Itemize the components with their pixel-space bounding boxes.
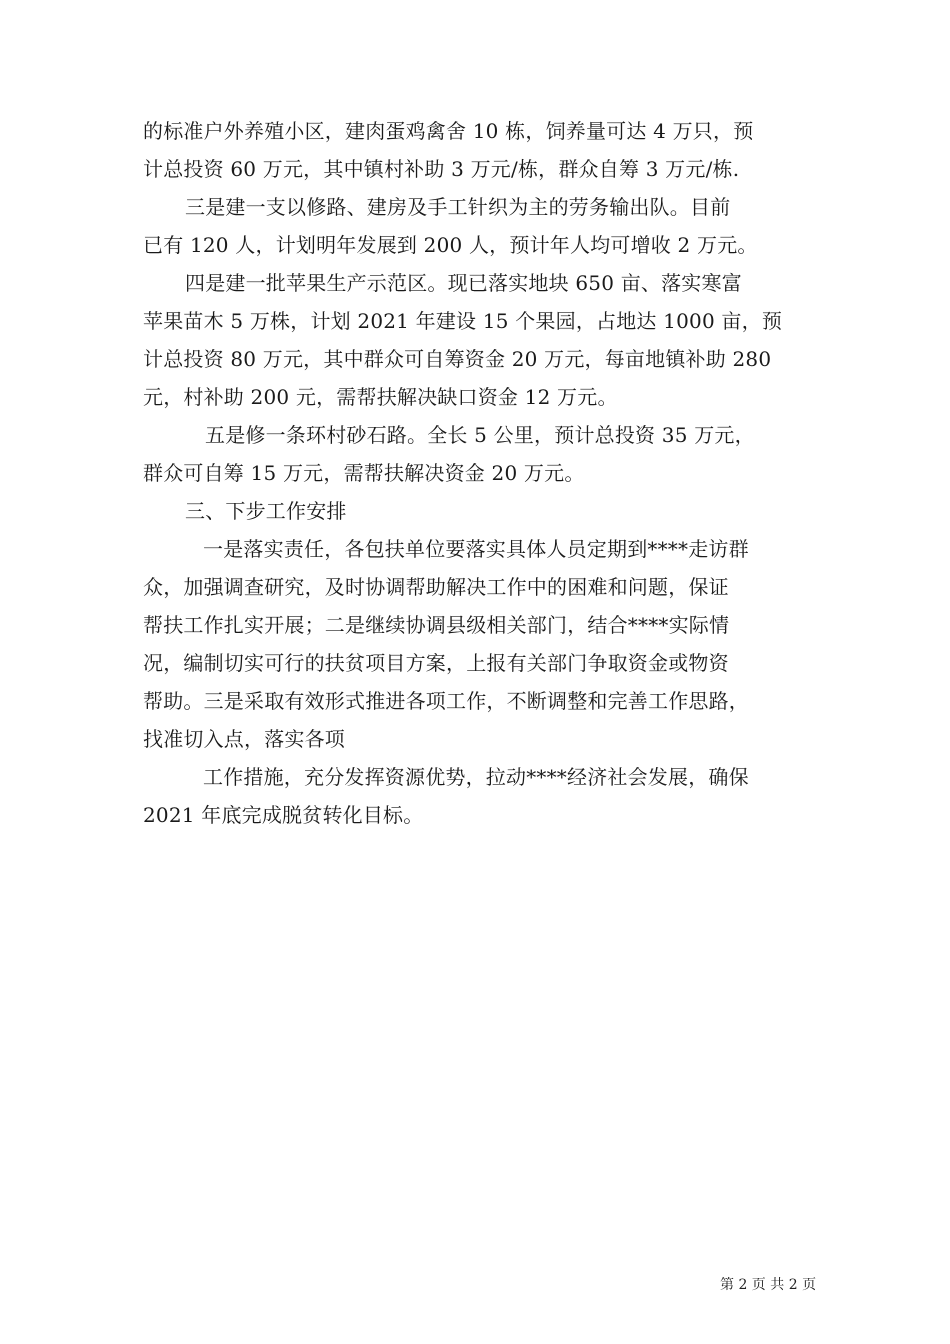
text-line: 众，加强调查研究，及时协调帮助解决工作中的困难和问题，保证	[143, 575, 729, 599]
text-line: 找准切入点，落实各项	[143, 727, 345, 751]
text-line: 已有 120 人，计划明年发展到 200 人，预计年人均可增收 2 万元。	[143, 233, 758, 257]
text-line: 况，编制切实可行的扶贫项目方案，上报有关部门争取资金或物资	[143, 651, 729, 675]
text-line: 的标准户外养殖小区，建肉蛋鸡禽舍 10 栋，饲养量可达 4 万只，预	[143, 119, 754, 143]
text-line: 苹果苗木 5 万株，计划 2021 年建设 15 个果园，占地达 1000 亩，预	[143, 309, 783, 333]
paragraph-start-line: 三是建一支以修路、建房及手工针织为主的劳务输出队。目前	[185, 195, 731, 219]
page-number-footer: 第 2 页 共 2 页	[720, 1277, 817, 1293]
section-heading: 三、下步工作安排	[185, 499, 347, 523]
text-line: 计总投资 80 万元，其中群众可自筹资金 20 万元，每亩地镇补助 280	[143, 347, 772, 371]
document-body	[143, 112, 815, 834]
text-line: 元，村补助 200 元，需帮扶解决缺口资金 12 万元。	[143, 385, 618, 409]
paragraph-start-line: 一是落实责任，各包扶单位要落实具体人员定期到****走访群	[203, 537, 749, 561]
text-line: 帮扶工作扎实开展；二是继续协调县级相关部门，结合****实际情	[143, 613, 730, 637]
text-line: 帮助。三是采取有效形式推进各项工作，不断调整和完善工作思路，	[143, 689, 749, 713]
paragraph-start-line: 工作措施，充分发挥资源优势，拉动****经济社会发展，确保	[203, 765, 749, 789]
text-line: 群众可自筹 15 万元，需帮扶解决资金 20 万元。	[143, 461, 585, 485]
paragraph-start-line: 四是建一批苹果生产示范区。现已落实地块 650 亩、落实寒富	[185, 271, 742, 295]
text-line: 2021 年底完成脱贫转化目标。	[143, 803, 424, 827]
paragraph-start-line: 五是修一条环村砂石路。全长 5 公里，预计总投资 35 万元，	[205, 423, 755, 447]
text-line: 计总投资 60 万元，其中镇村补助 3 万元/栋，群众自筹 3 万元/栋.	[143, 157, 740, 181]
